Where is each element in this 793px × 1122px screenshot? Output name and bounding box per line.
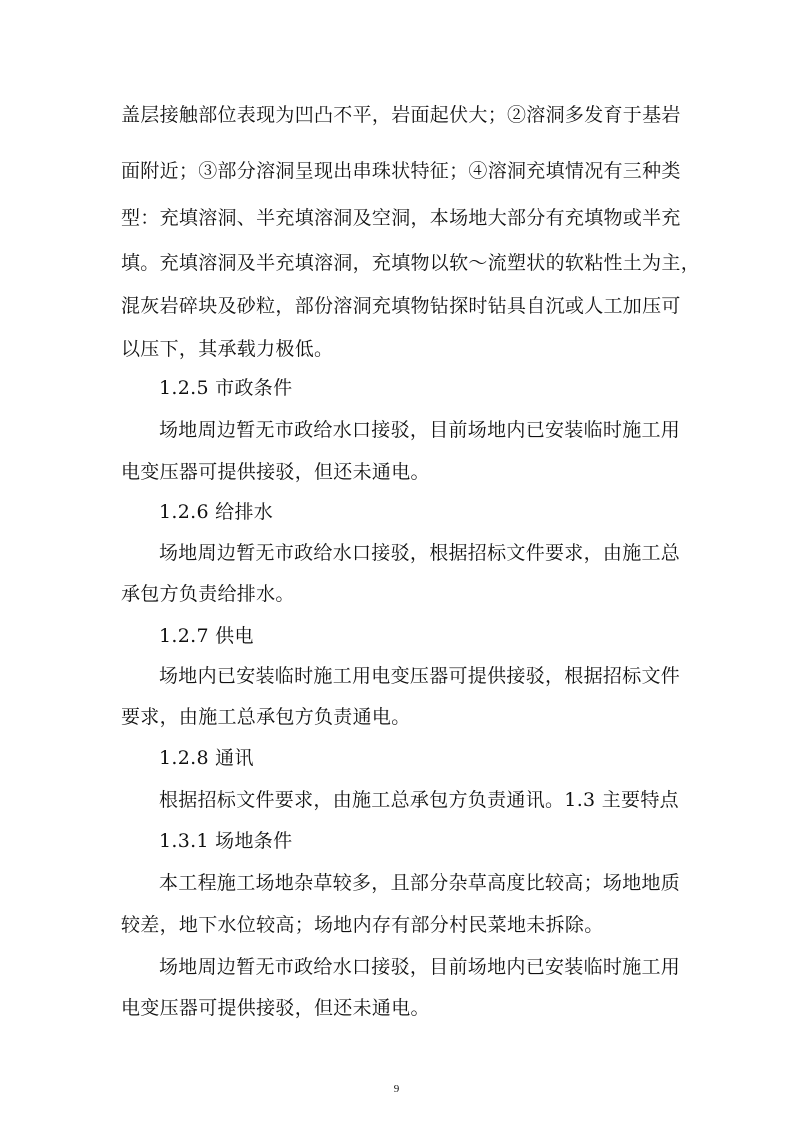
paragraph-line: 根据招标文件要求，由施工总承包方负责通讯。1.3 主要特点 bbox=[159, 789, 679, 811]
section-heading-1-2-7: 1.2.7 供电 bbox=[159, 625, 254, 647]
paragraph-line: 混灰岩碎块及砂粒，部份溶洞充填物钻探时钻具自沉或人工加压可 bbox=[121, 295, 681, 317]
paragraph-line: 本工程施工场地杂草较多，且部分杂草高度比较高；场地地质 bbox=[159, 872, 681, 894]
paragraph-line: 电变压器可提供接驳，但还未通电。 bbox=[121, 997, 430, 1019]
paragraph-line: 填。充填溶洞及半充填溶洞，充填物以软～流塑状的软粘性土为主， bbox=[121, 252, 701, 274]
paragraph-line: 型：充填溶洞、半充填溶洞及空洞，本场地大部分有充填物或半充 bbox=[121, 207, 681, 229]
paragraph-line: 盖层接触部位表现为凹凸不平，岩面起伏大；②溶洞多发育于基岩 bbox=[121, 104, 681, 126]
paragraph-line: 场地内已安装临时施工用电变压器可提供接驳，根据招标文件 bbox=[159, 665, 681, 687]
paragraph-line: 承包方负责给排水。 bbox=[121, 583, 295, 605]
paragraph-line: 要求，由施工总承包方负责通电。 bbox=[121, 706, 411, 728]
section-heading-1-2-6: 1.2.6 给排水 bbox=[159, 501, 274, 523]
paragraph-line: 电变压器可提供接驳，但还未通电。 bbox=[121, 461, 430, 483]
paragraph-line: 以压下，其承载力极低。 bbox=[121, 338, 334, 360]
paragraph-line: 面附近；③部分溶洞呈现出串珠状特征；④溶洞充填情况有三种类 bbox=[121, 160, 681, 182]
section-heading-1-2-8: 1.2.8 通讯 bbox=[159, 747, 254, 769]
paragraph-line: 较差，地下水位较高；场地内存有部分村民菜地未拆除。 bbox=[121, 914, 604, 936]
paragraph-line: 场地周边暂无市政给水口接驳，目前场地内已安装临时施工用 bbox=[159, 419, 681, 441]
page-number: 9 bbox=[393, 1083, 400, 1095]
section-heading-1-2-5: 1.2.5 市政条件 bbox=[159, 377, 293, 399]
paragraph-line: 场地周边暂无市政给水口接驳，目前场地内已安装临时施工用 bbox=[159, 956, 681, 978]
section-heading-1-3-1: 1.3.1 场地条件 bbox=[159, 830, 293, 852]
paragraph-line: 场地周边暂无市政给水口接驳，根据招标文件要求，由施工总 bbox=[159, 542, 681, 564]
